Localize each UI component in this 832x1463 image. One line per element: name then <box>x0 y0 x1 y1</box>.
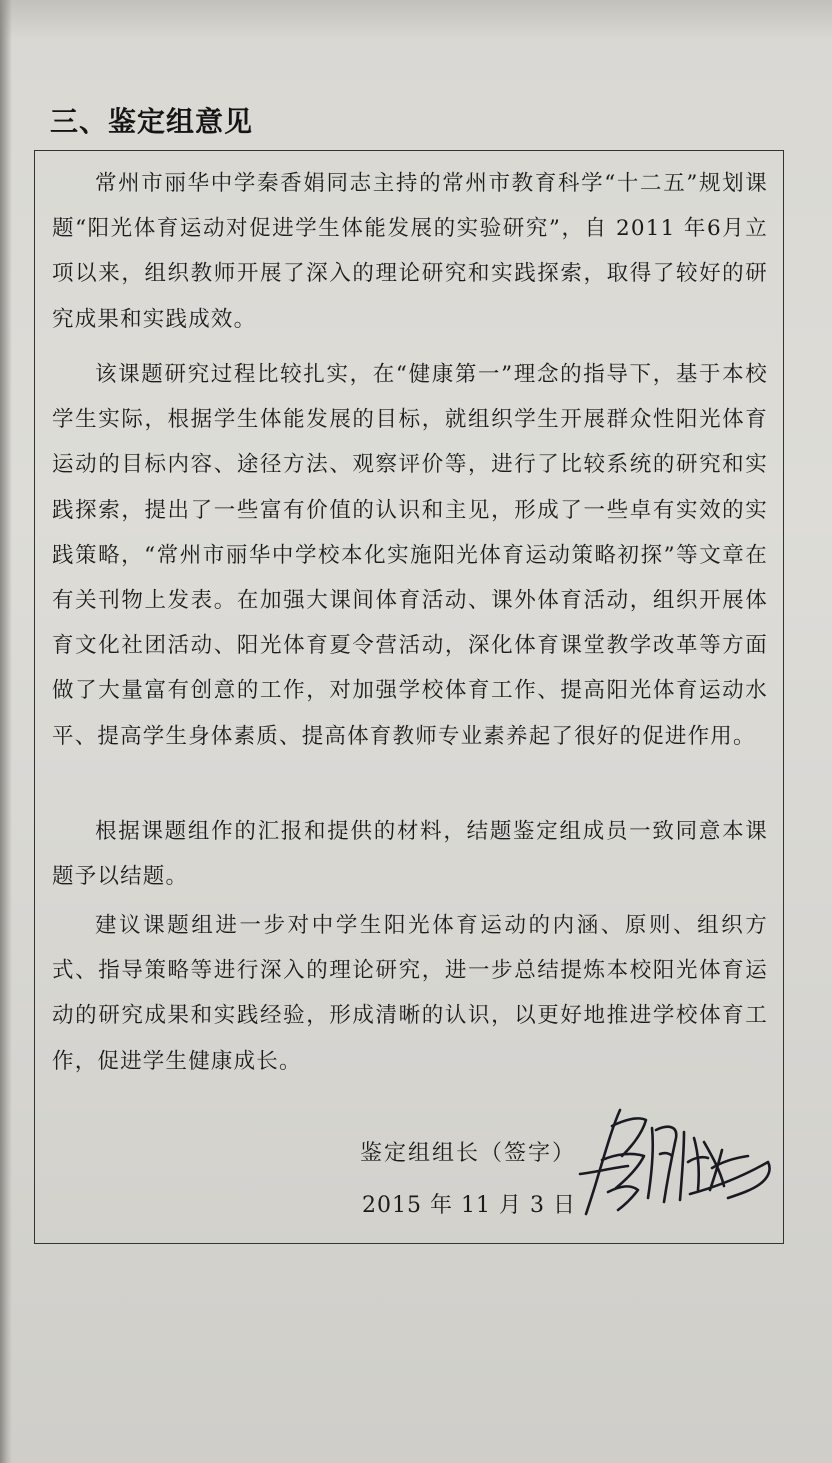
section-heading: 三、鉴定组意见 <box>50 105 254 138</box>
opinion-paragraph: 根据课题组作的汇报和提供的材料，结题鉴定组成员一致同意本课题予以结题。 <box>52 819 768 890</box>
page-top-shadow <box>0 0 832 40</box>
opinion-paragraph: 建议课题组进一步对中学生阳光体育运动的内涵、原则、组织方式、指导策略等进行深入的理论研究，进一步总结提炼本校阳光体育运动的研究成果和实践经验，形成清晰的认识，以更好地推进学校体育工作，促进学生健康成长。 <box>52 913 768 1074</box>
signature-strokes <box>580 1110 770 1214</box>
opinion-paragraph: 该课题研究过程比较扎实，在“健康第一”理念的指导下，基于本校学生实际，根据学生体能发展的目标，就组织学生开展群众性阳光体育运动的目标内容、途径方法、观察评价等，进行了比较系统的研究和实践探索，提出了一些富有价值的认识和主见，形成了一些卓有实效的实践策略，“常州市丽华中学校本化实施阳光体育运动策略初探”等文章在有关刊物上发表。在加强大课间体育活动、课外体育活动，组织开展体育文化社团活动、阳光体育夏令营活动，深化体育课堂教学改革等方面做了大量富有创意的工作，对加强学校体育工作、提高阳光体育运动水平、提高学生身体素质、提高体育教师专业素养起了很好的促进作用。 <box>52 362 768 749</box>
page-edge-shadow <box>0 0 12 1463</box>
signature-date: 2015 年 11 月 3 日 <box>362 1193 576 1218</box>
signature-label: 鉴定组组长（签字） <box>360 1141 577 1166</box>
opinion-paragraph: 常州市丽华中学秦香娟同志主持的常州市教育科学“十二五”规划课题“阳光体育运动对促进学生体能发展的实验研究”，自 2011 年6月立项以来，组织教师开展了深入的理论研究和实践探索，取得了较好的研究成果和实践成效。 <box>52 171 768 332</box>
handwritten-signature <box>572 1098 782 1228</box>
